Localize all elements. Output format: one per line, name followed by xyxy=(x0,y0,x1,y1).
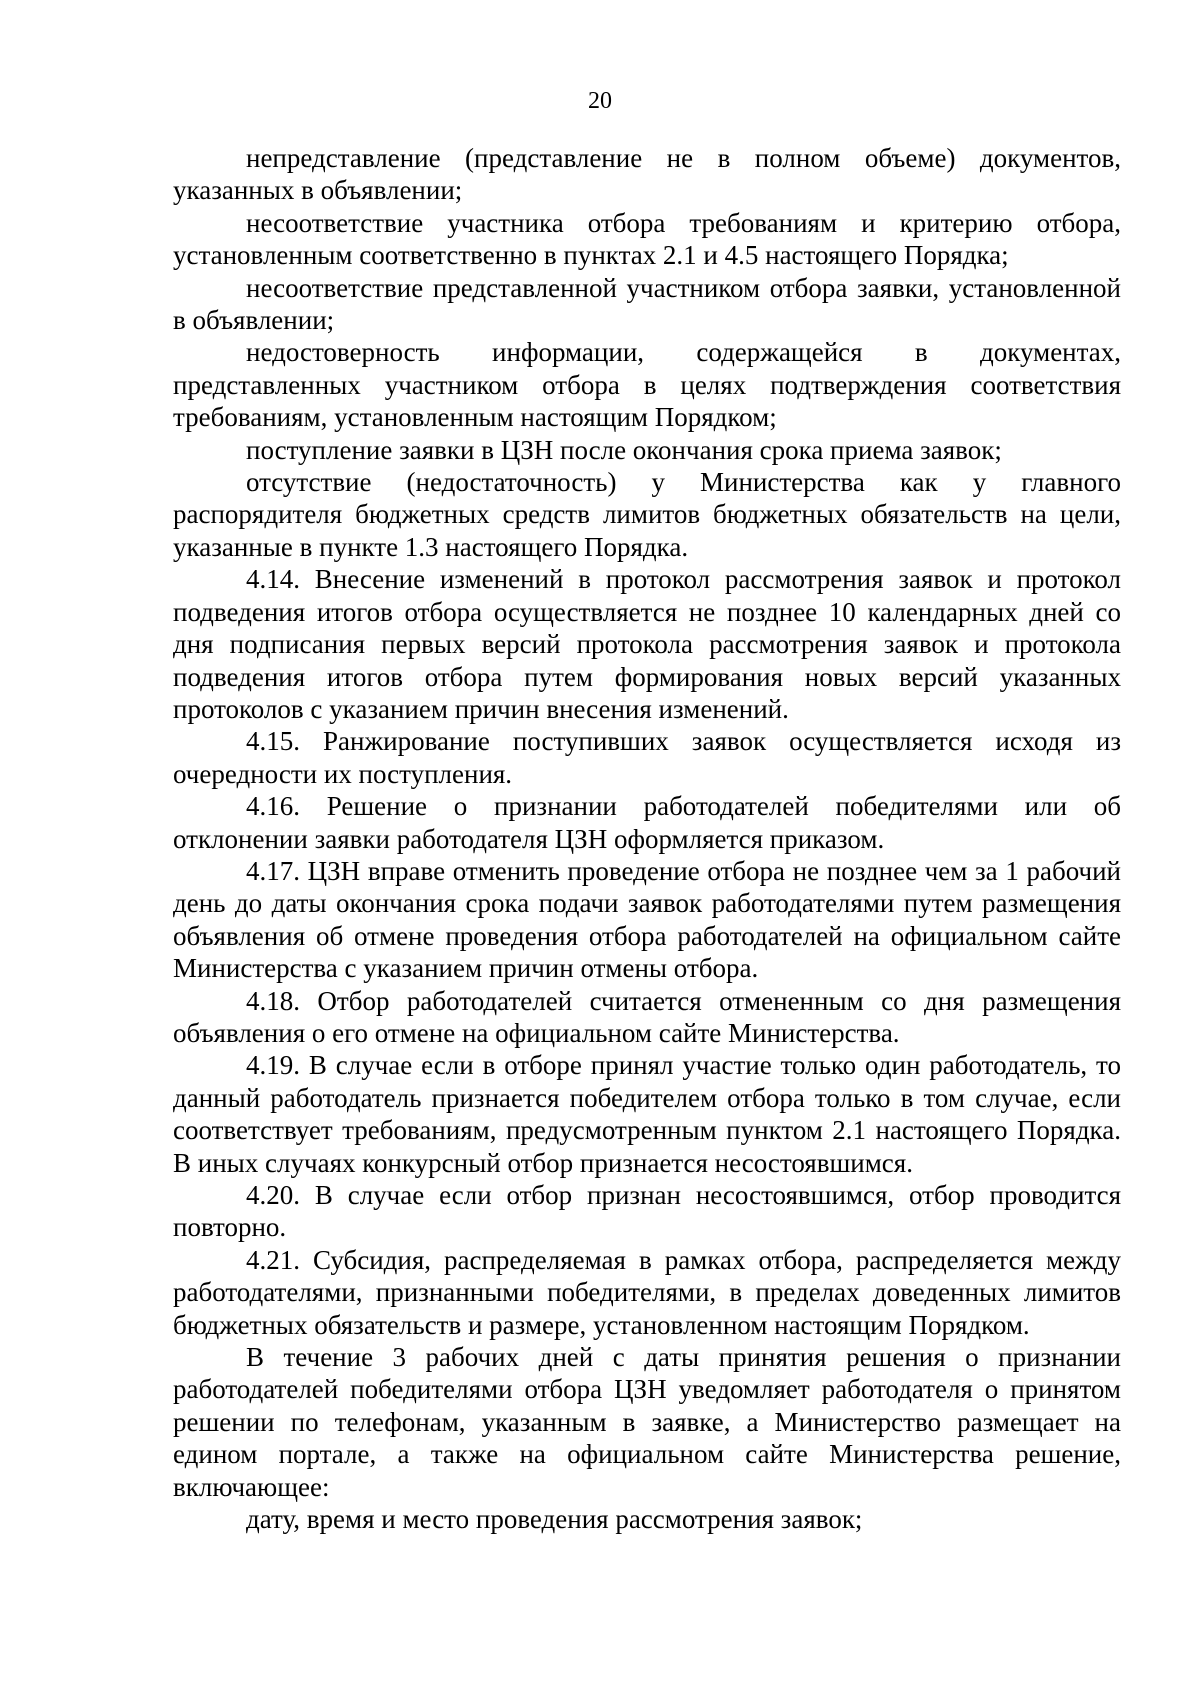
paragraph-4-16: 4.16. Решение о признании работодателей победителями или об отклонении заявки работодателя ЦЗН оформляется приказом. xyxy=(173,791,1121,854)
document-body xyxy=(173,142,1121,1535)
paragraph-4-14: 4.14. Внесение изменений в протокол рассмотрения заявок и протокол подведения итогов отбора осуществляется не позднее 10 календарных дней со дня подписания первых версий протокола рассмотрения заявок и протокола подведения итогов отбора путем формирования новых версий указанных протоколов с указанием причин внесения изменений. xyxy=(173,564,1121,724)
paragraph-4-21: 4.21. Субсидия, распределяемая в рамках отбора, распределяется между работодателями, признанными победителями, в пределах доведенных лимитов бюджетных обязательств и размере, установленном настоящим Порядком. xyxy=(173,1244,1121,1340)
paragraph-4-19: 4.19. В случае если в отборе принял участие только один работодатель, то данный работодатель признается победителем отбора только в том случае, если соответствует требованиям, предусмотренным пунктом 2.1 настоящего Порядка. В иных случаях конкурсный отбор признается несостоявшимся. xyxy=(173,1050,1121,1178)
paragraph-decision-date-time: дату, время и место проведения рассмотрения заявок; xyxy=(246,1504,863,1535)
paragraph-application-noncompliance: несоответствие представленной участником отбора заявки, установленной в объявлении; xyxy=(173,272,1121,336)
page-number: 20 xyxy=(588,88,612,114)
paragraph-insufficient-limits: отсутствие (недостаточность) у Министерства как у главного распорядителя бюджетных средств лимитов бюджетных обязательств на цели, указанные в пункте 1.3 настоящего Порядка. xyxy=(173,467,1121,562)
paragraph-notification: В течение 3 рабочих дней с даты принятия решения о признании работодателей победителями отбора ЦЗН уведомляет работодателя о принятом решении по телефонам, указанным в заявке, а Министерство размещает на едином портале, а также на официальном сайте Министерства решение, включающее: xyxy=(173,1342,1121,1502)
paragraph-late-application: поступление заявки в ЦЗН после окончания срока приема заявок; xyxy=(246,434,1002,465)
paragraph-4-18: 4.18. Отбор работодателей считается отмененным со дня размещения объявления о его отмене на официальном сайте Министерства. xyxy=(173,985,1121,1048)
paragraph-4-17: 4.17. ЦЗН вправе отменить проведение отбора не позднее чем за 1 рабочий день до даты окончания срока подачи заявок работодателями путем размещения объявления об отмене проведения отбора работодателей на официальном сайте Министерства с указанием причин отмены отбора. xyxy=(173,855,1121,984)
paragraph-unreliable-information: недостоверность информации, содержащейся в документах, представленных участником отбора в целях подтверждения соответствия требованиям, установленным настоящим Порядком; xyxy=(173,337,1121,433)
paragraph-4-15: 4.15. Ранжирование поступивших заявок осуществляется исходя из очередности их поступления. xyxy=(173,726,1121,789)
paragraph-participant-noncompliance: несоответствие участника отбора требованиям и критерию отбора, установленным соответственно в пунктах 2.1 и 4.5 настоящего Порядка; xyxy=(173,207,1121,271)
paragraph-missing-documents: непредставление (представление не в полном объеме) документов, указанных в объявлении; xyxy=(173,143,1121,206)
paragraph-4-20: 4.20. В случае если отбор признан несостоявшимся, отбор проводится повторно. xyxy=(173,1180,1121,1243)
